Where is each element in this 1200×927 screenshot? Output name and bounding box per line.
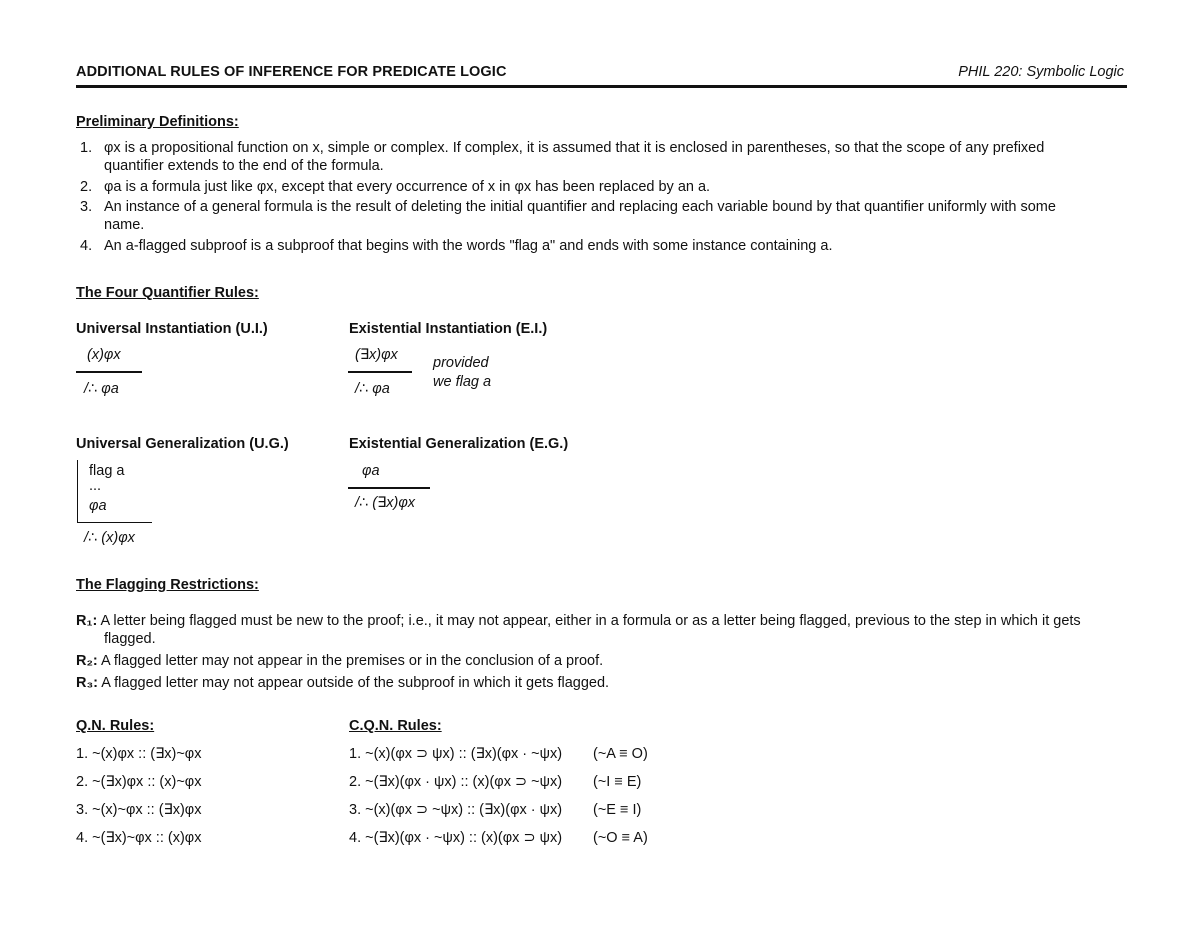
ui-conclusion: /∴ φa — [84, 381, 119, 397]
eg-rule-name: Existential Generalization (E.G.) — [349, 436, 569, 452]
ug-dots: ... — [89, 478, 102, 494]
ug-body: φa — [89, 498, 107, 514]
cqn-rule-note: (~I ≡ E) — [593, 774, 642, 790]
cqn-rule-row: 2. ~(∃x)(φx · ψx) :: (x)(φx ⊃ ~ψx) — [349, 774, 563, 790]
flagging-heading: The Flagging Restrictions: — [76, 577, 259, 593]
ui-inference-line — [76, 371, 142, 373]
definitions-list — [76, 139, 1128, 257]
ei-premise: (∃x)φx — [355, 347, 398, 363]
ui-premise: (x)φx — [87, 347, 121, 363]
eg-conclusion: /∴ (∃x)φx — [355, 495, 416, 511]
cqn-rule-row: 1. ~(x)(φx ⊃ ψx) :: (∃x)(φx · ~ψx) — [349, 746, 563, 762]
ug-rule-name: Universal Generalization (U.G.) — [76, 436, 289, 452]
ei-rule-name: Existential Instantiation (E.I.) — [349, 321, 548, 337]
ei-proviso-line1: provided — [433, 355, 489, 371]
cqn-rule-note: (~E ≡ I) — [593, 802, 642, 818]
ug-subproof-bar — [77, 460, 78, 522]
ug-conclusion: /∴ (x)φx — [84, 530, 135, 546]
cqn-rule-row: 3. ~(x)(φx ⊃ ~ψx) :: (∃x)(φx · ψx) — [349, 802, 563, 818]
cqn-rule-note: (~A ≡ O) — [593, 746, 648, 762]
definition-item: 4. An a-flagged subproof is a subproof that begins with the words "flag a" and ends with some instance containing a. — [80, 237, 833, 254]
cqn-rule-note: (~O ≡ A) — [593, 830, 648, 846]
ui-rule-name: Universal Instantiation (U.I.) — [76, 321, 268, 337]
cqn-heading: C.Q.N. Rules: — [349, 718, 442, 734]
qn-rule-row: 1. ~(x)φx :: (∃x)~φx — [76, 746, 202, 762]
ei-conclusion: /∴ φa — [355, 381, 390, 397]
qn-heading: Q.N. Rules: — [76, 718, 155, 734]
definition-item: 1. φx is a propositional function on x, simple or complex. If complex, it is assumed that it is enclosed in parentheses, so that the scope of any prefixed quantifier extends to the end of the formula. — [80, 140, 1045, 174]
qn-rule-row: 3. ~(x)~φx :: (∃x)φx — [76, 802, 202, 818]
ug-flag: flag a — [89, 463, 125, 479]
qn-rule-row: 4. ~(∃x)~φx :: (x)φx — [76, 830, 202, 846]
eg-inference-line — [348, 487, 430, 489]
cqn-rule-row: 4. ~(∃x)(φx · ~ψx) :: (x)(φx ⊃ ψx) — [349, 830, 563, 846]
ug-inference-line — [77, 522, 152, 523]
restriction-r2: R₂: A flagged letter may not appear in the premises or in the conclusion of a proof. — [76, 653, 604, 669]
restriction-r1: R₁: A letter being flagged must be new to the proof; i.e., it may not appear, either in a formula or as a letter being flagged, previous to the step in which it gets flagged. — [76, 613, 1081, 647]
quantifier-rules-heading: The Four Quantifier Rules: — [76, 285, 259, 301]
preliminary-heading: Preliminary Definitions: — [76, 114, 239, 130]
page-title: ADDITIONAL RULES OF INFERENCE FOR PREDICATE LOGIC — [76, 64, 507, 80]
eg-premise: φa — [362, 463, 380, 479]
course-label: PHIL 220: Symbolic Logic — [958, 64, 1124, 80]
definition-item: 3. An instance of a general formula is the result of deleting the initial quantifier and replacing each variable bound by that quantifier uniformly with some name. — [80, 199, 1056, 233]
qn-rule-row: 2. ~(∃x)φx :: (x)~φx — [76, 774, 202, 790]
ei-inference-line — [348, 371, 412, 373]
header-divider — [76, 85, 1127, 88]
definition-item: 2. φa is a formula just like φx, except that every occurrence of x in φx has been replaced by an a. — [80, 178, 711, 195]
restriction-r3: R₃: A flagged letter may not appear outside of the subproof in which it gets flagged. — [76, 675, 610, 691]
ei-proviso-line2: we flag a — [433, 374, 492, 390]
